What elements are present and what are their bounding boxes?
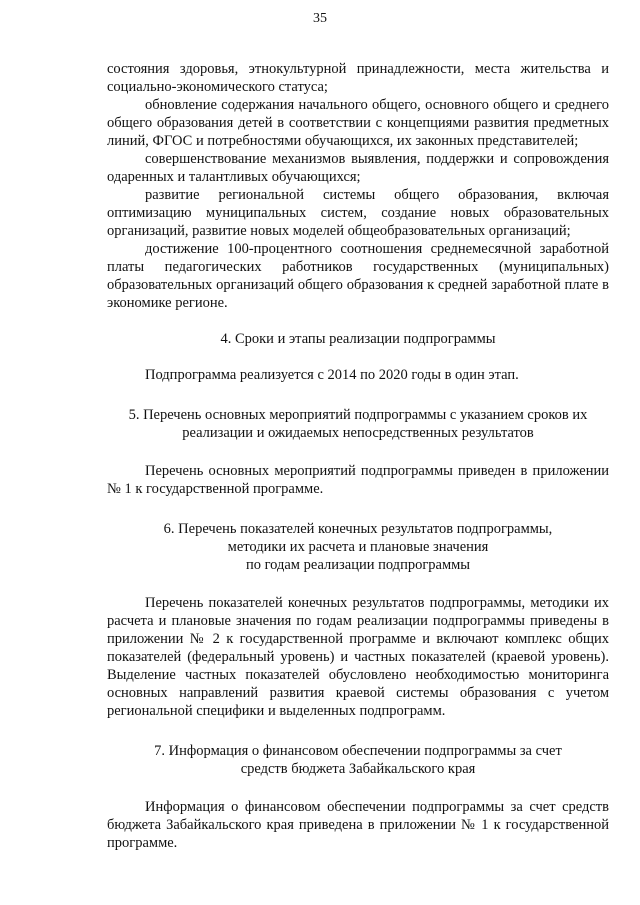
section-4-text: Подпрограмма реализуется с 2014 по 2020 годы в один этап. — [145, 367, 519, 383]
goal-item-content-update: обновление содержания начального общего, основного общего и среднего общего образования детей в соответствии с концепциями развития предметных линий, ФГОС и потребностями обучающихся, их законных представителей; — [107, 97, 609, 149]
section-5-text: Перечень основных мероприятий подпрограммы приведен в приложении № 1 к государственной программе. — [107, 463, 609, 497]
goal-item-salary-ratio: достижение 100-процентного соотношения среднемесячной заработной платы педагогических работников государственных (муниципальных) образовательных организаций общего образования к средней заработной плате в экономике регионе. — [107, 241, 609, 311]
section-6-heading — [107, 520, 609, 574]
page-number: 35 — [313, 11, 327, 26]
section-6-heading-line-2: методики их расчета и плановые значения — [227, 539, 489, 555]
goal-item-gifted-support: совершенствование механизмов выявления, поддержки и сопровождения одаренных и талантливых обучающихся; — [107, 151, 609, 185]
document-body — [107, 60, 609, 852]
section-6-text: Перечень показателей конечных результатов подпрограммы, методики их расчета и плановые значения по годам реализации подпрограммы приведены в приложении № 2 к государственной программе и включают комплекс общих показателей (федеральный уровень) и частных показателей (краевой уровень). Выделение частных показателей обусловлено необходимостью мониторинга основных направлений развития краевой системы образования с учетом региональной специфики и выделенных подпрограмм. — [107, 595, 609, 719]
section-5-heading-line-2: реализации и ожидаемых непосредственных результатов — [182, 425, 534, 441]
section-6-heading-line-3: по годам реализации подпрограммы — [245, 557, 471, 573]
section-5-heading — [107, 406, 609, 442]
section-4-heading: 4. Сроки и этапы реализации подпрограммы — [220, 331, 496, 347]
section-7-heading-line-1: 7. Информация о финансовом обеспечении подпрограммы за счет — [154, 743, 562, 759]
section-7-text: Информация о финансовом обеспечении подпрограммы за счет средств бюджета Забайкальского края приведена в приложении № 1 к государственной программе. — [107, 799, 609, 851]
section-6-heading-line-1: 6. Перечень показателей конечных результатов подпрограммы, — [163, 521, 553, 537]
section-7-heading-line-2: средств бюджета Забайкальского края — [240, 761, 476, 777]
section-5-heading-line-1: 5. Перечень основных мероприятий подпрограммы с указанием сроков их — [128, 407, 588, 423]
goal-item-regional-system: развитие региональной системы общего образования, включая оптимизацию муниципальных систем, создание новых образовательных организаций, развитие новых моделей общеобразовательных организаций; — [107, 187, 609, 239]
section-7-heading — [107, 742, 609, 778]
intro-continuation: состояния здоровья, этнокультурной принадлежности, места жительства и социально-экономического статуса; — [107, 61, 609, 95]
